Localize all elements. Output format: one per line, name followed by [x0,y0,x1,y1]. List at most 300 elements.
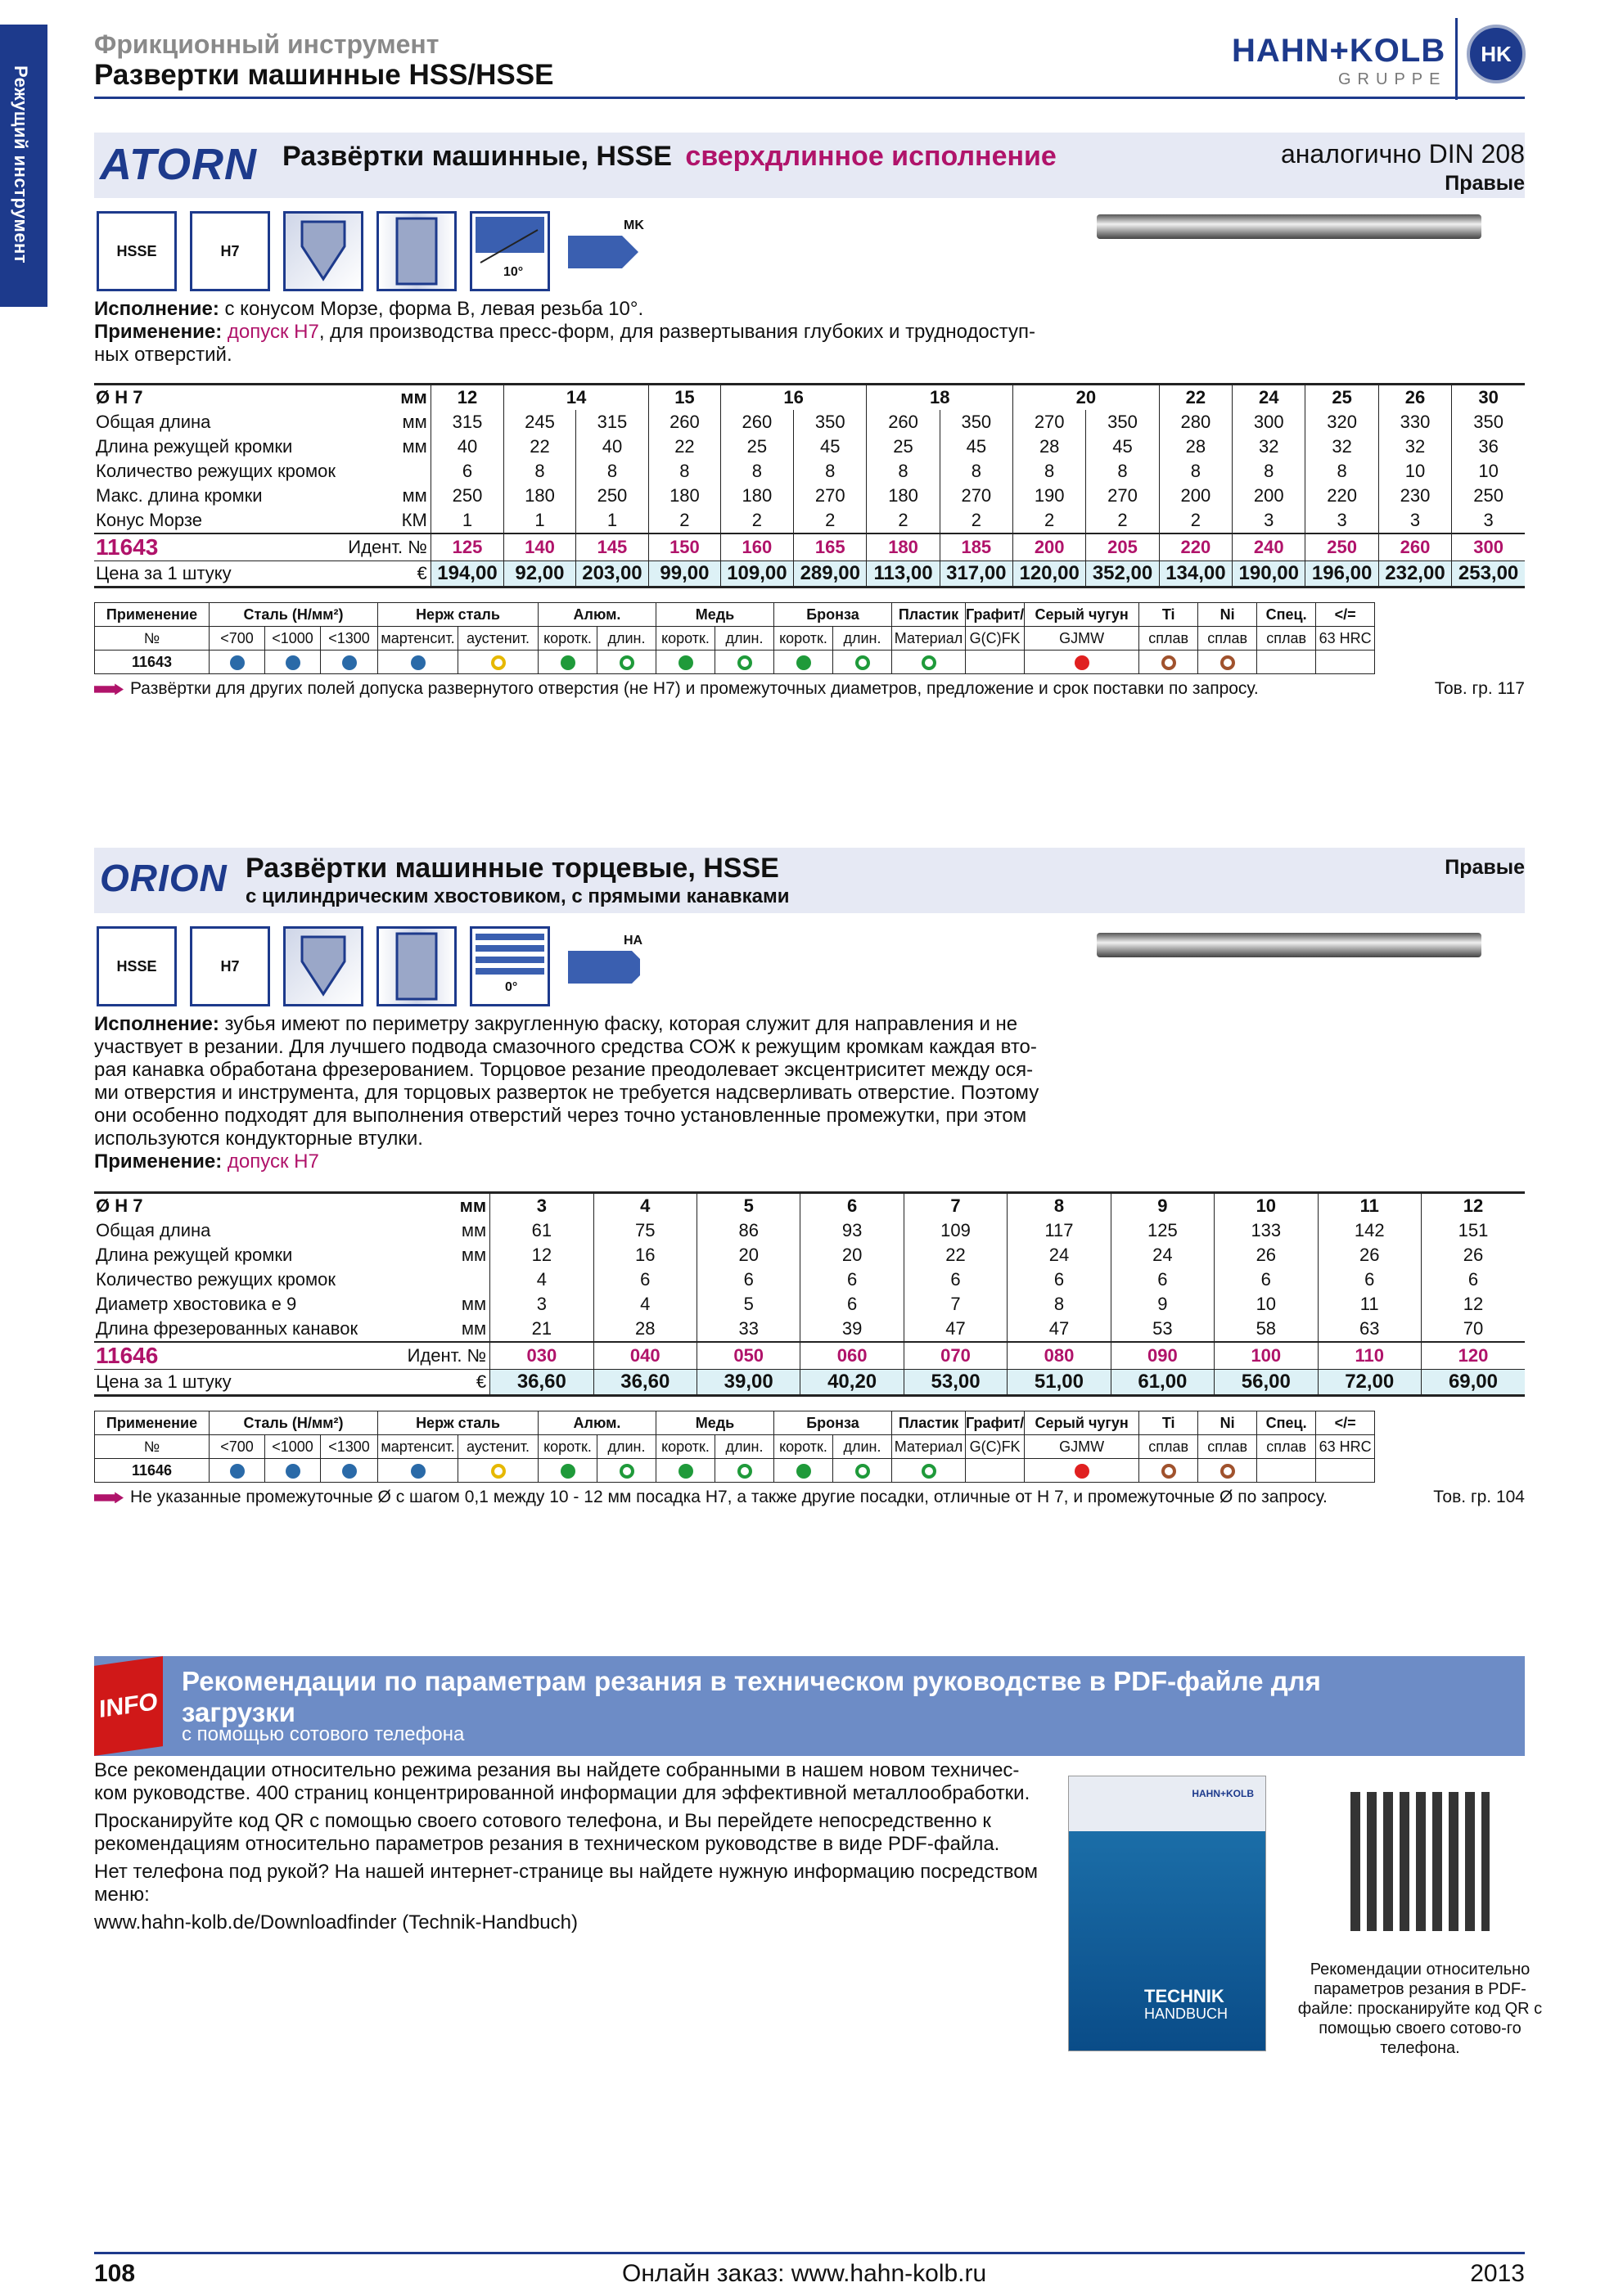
value-cell: 10 [1452,459,1525,484]
value-cell: 5 [697,1292,800,1317]
helix-angle-label: 10° [503,265,524,279]
table-row [94,1267,1525,1292]
row-unit: мм [402,412,427,432]
value-cell: 61 [490,1218,593,1243]
suitability-cell [378,1459,458,1483]
table-row [95,1411,1375,1435]
ident-cell[interactable]: 220 [1159,533,1232,561]
value-cell: 1 [575,508,648,533]
book-title2: HANDBUCH [1144,2006,1229,2022]
value-cell: 350 [1452,410,1525,434]
material-sub: сплав [1139,1435,1198,1459]
value-cell: 11 [1318,1193,1421,1219]
size-cell: 20 [1013,385,1160,411]
suitability-dot-icon [342,1464,357,1479]
material-sub: сплав [1198,1435,1257,1459]
row-label: Длина режущей кромки [96,1245,293,1265]
value-cell: 180 [720,484,793,508]
material-group: </= [1316,1411,1375,1435]
value-cell: 8 [867,459,940,484]
value-cell: 58 [1215,1317,1318,1342]
value-cell: 250 [575,484,648,508]
value-cell: 8 [649,459,721,484]
value-cell: 36 [1452,434,1525,459]
material-sub: <700 [210,627,265,651]
material-sub: GJMW [1025,627,1139,651]
size-cell: 22 [1159,385,1232,411]
suitability-dot-icon [796,655,811,670]
table-row [94,434,1525,459]
material-sub: коротк. [774,627,833,651]
exec-text: зубья имеют по периметру закругленную фаску, которая служит для направления и не участвует в резании. Для лучшего подвода смазочного средства СОЖ к режущим кромкам каждая вто-рая канавка обработана фрезерованием. Торцовое резание преодолевает эксцентриситет между ося-ми отверстия и инструмента, для торцовых разверток не требуется надсверливать отверстие. Поэтому они особенно подходят для выполнения отверстий через точно установленные промежутки, при этом используются кондукторные втулки. [94,1013,1039,1150]
suitability-dot-icon [561,655,575,670]
tolerance-h7-icon: H7 [190,926,270,1006]
suitability-cell [458,651,539,674]
no-header: № [95,627,210,651]
ident-cell[interactable]: 100 [1215,1342,1318,1370]
price-cell: 134,00 [1159,561,1232,588]
ident-cell[interactable]: 160 [720,533,793,561]
value-cell: 3 [1452,508,1525,533]
table-row [94,484,1525,508]
article-number: 11646 [95,1459,210,1483]
brand-logo: ORION [100,857,228,899]
straight-flute-icon [470,926,550,1006]
ident-cell[interactable]: 200 [1013,533,1086,561]
logo-mark-icon: HK [1467,25,1526,83]
value-cell: 26 [1318,1243,1421,1267]
product1-spec-table [94,383,1525,588]
company-logo: HAHN+KOLB [1232,33,1446,69]
value-cell: 180 [649,484,721,508]
ident-cell[interactable]: 060 [800,1342,904,1370]
value-cell: 3 [490,1292,593,1317]
row-unit: КМ [401,510,427,530]
price-cell: 352,00 [1086,561,1159,588]
suitability-cell [539,1459,597,1483]
product2-material-table [94,1411,1375,1483]
size-cell: 26 [1378,385,1451,411]
row-unit: мм [346,385,431,411]
size-cell: 14 [504,385,649,411]
suitability-dot-icon [679,1464,693,1479]
exec-label: Исполнение: [94,1013,219,1035]
value-cell: 270 [794,484,867,508]
value-cell: 9 [1111,1193,1214,1219]
value-cell: 28 [1013,434,1086,459]
info-body [94,1759,1044,1934]
suitability-cell [1316,651,1375,674]
product2-spec-table [94,1191,1525,1397]
value-cell: 200 [1233,484,1305,508]
suitability-dot-icon [286,655,300,670]
row-label: Длина фрезерованных канавок [96,1318,358,1339]
blind-hole-icon [283,211,363,291]
value-cell: 22 [904,1243,1007,1267]
table-row [94,459,1525,484]
product-group-ref: Тов. гр. 117 [1434,679,1525,698]
footer-online-order[interactable]: Онлайн заказ: www.hahn-kolb.ru [622,2260,987,2287]
material-group: Алюм. [539,603,656,627]
value-cell: 9 [1111,1292,1214,1317]
product2-title: Развёртки машинные торцевые, HSSE [246,853,779,884]
value-cell: 3 [1233,508,1305,533]
material-sub: сплав [1257,627,1316,651]
material-sub: мартенсит. [378,627,458,651]
price-cell: 120,00 [1013,561,1086,588]
value-cell: 6 [800,1292,904,1317]
article-number: 11643 [95,651,210,674]
material-sub: длин. [833,627,892,651]
value-cell: 6 [800,1267,904,1292]
material-sub: сплав [1257,1435,1316,1459]
product1-direction: Правые [1445,172,1525,195]
material-group: Сталь (Н/мм²) [210,1411,378,1435]
ident-cell[interactable]: 090 [1111,1342,1214,1370]
value-cell: 280 [1159,410,1232,434]
material-group: Сталь (Н/мм²) [210,603,378,627]
value-cell: 2 [1013,508,1086,533]
row-unit: мм [402,485,427,506]
book-brand: HAHN+KOLB [1192,1788,1254,1799]
suitability-dot-icon [620,655,634,670]
value-cell: 6 [800,1193,904,1219]
value-cell: 2 [940,508,1012,533]
suitability-cell [321,1459,378,1483]
suitability-dot-icon [342,655,357,670]
suitability-dot-icon [230,1464,245,1479]
material-group: Спец. [1257,1411,1316,1435]
download-link[interactable]: www.hahn-kolb.de/Downloadfinder (Technik-Handbuch) [94,1911,578,1934]
row-unit: мм [461,1245,487,1265]
price-cell: 36,60 [490,1370,593,1396]
value-cell: 270 [940,484,1012,508]
value-cell: 6 [697,1267,800,1292]
material-group: Серый чугун [1025,1411,1139,1435]
value-cell: 6 [904,1267,1007,1292]
ident-cell[interactable]: 300 [1452,533,1525,561]
value-cell: 45 [940,434,1012,459]
value-cell: 11 [1318,1292,1421,1317]
material-sub: аустенит. [458,627,539,651]
currency: € [365,1370,490,1396]
value-cell: 25 [720,434,793,459]
product2-subtitle: с цилиндрическим хвостовиком, с прямыми канавками [246,885,790,907]
suitability-dot-icon [286,1464,300,1479]
app-label: Применение: [94,1150,223,1173]
suitability-cell [966,1459,1025,1483]
ident-cell[interactable]: 165 [794,533,867,561]
value-cell: 47 [904,1317,1007,1342]
material-sub: <1000 [265,627,321,651]
ident-cell[interactable]: 180 [867,533,940,561]
value-cell: 8 [1233,459,1305,484]
table-row [95,603,1375,627]
info-paragraph: Нет телефона под рукой? На нашей интернет-странице вы найдете нужную информацию посредством меню: [94,1861,1039,1906]
value-cell: 20 [697,1243,800,1267]
note-text: Не указанные промежуточные Ø с шагом 0,1 между 10 - 12 мм посадка H7, а также другие посадки, отличные от H 7, и промежуточные Ø по запросу. [130,1488,1328,1506]
info-title: Рекомендации по параметрам резания в техническом руководстве в PDF-файле для загрузки [182,1666,1321,1727]
size-cell: 30 [1452,385,1525,411]
suitability-cell [265,1459,321,1483]
row-label: Общая длина [96,1220,211,1240]
value-cell: 24 [1111,1243,1214,1267]
material-group: Нерж сталь [378,1411,539,1435]
suitability-cell [1025,651,1139,674]
value-cell: 3 [1378,508,1451,533]
price-cell: 56,00 [1215,1370,1318,1396]
morse-taper-label: MK [624,218,644,232]
material-group: Медь [656,603,774,627]
material-hsse-icon: HSSE [97,926,177,1006]
value-cell: 1 [431,508,503,533]
price-cell: 203,00 [575,561,648,588]
price-cell: 39,00 [697,1370,800,1396]
value-cell: 8 [575,459,648,484]
material-sub: GJMW [1025,1435,1139,1459]
value-cell: 8 [504,459,576,484]
suitability-cell [210,1459,265,1483]
value-cell: 26 [1421,1243,1525,1267]
price-cell: 72,00 [1318,1370,1421,1396]
value-cell: 250 [1452,484,1525,508]
value-cell: 20 [800,1243,904,1267]
value-cell: 350 [940,410,1012,434]
ident-cell[interactable]: 040 [593,1342,697,1370]
ident-cell[interactable]: 050 [697,1342,800,1370]
exec-label: Исполнение: [94,298,219,320]
through-hole-icon [376,211,457,291]
product2-direction: Правые [1445,856,1525,879]
ident-cell[interactable]: 030 [490,1342,593,1370]
value-cell: 32 [1233,434,1305,459]
value-cell: 16 [593,1243,697,1267]
value-cell: 142 [1318,1218,1421,1243]
ident-cell[interactable]: 250 [1305,533,1378,561]
ident-cell[interactable]: 260 [1378,533,1451,561]
suitability-dot-icon [1161,655,1176,670]
table-row [94,410,1525,434]
ident-cell[interactable]: 205 [1086,533,1159,561]
helix-angle-icon [470,211,550,291]
handbook-cover-image [1068,1776,1266,2051]
material-group: Алюм. [539,1411,656,1435]
value-cell: 7 [904,1193,1007,1219]
suitability-cell [1025,1459,1139,1483]
tolerance-h7-icon: H7 [190,211,270,291]
value-cell: 24 [1008,1243,1111,1267]
suitability-dot-icon [737,1464,752,1479]
size-cell: 24 [1233,385,1305,411]
material-sub: длин. [597,1435,656,1459]
value-cell: 45 [794,434,867,459]
price-cell: 61,00 [1111,1370,1214,1396]
suitability-cell [656,1459,715,1483]
value-cell: 32 [1378,434,1451,459]
app-header: Применение [95,603,210,627]
through-hole-icon [376,926,457,1006]
ident-cell[interactable]: 125 [431,533,503,561]
app-highlight: допуск H7 [227,1150,319,1173]
value-cell: 180 [867,484,940,508]
material-sub: G(C)FK [966,627,1025,651]
product1-standard: аналогично DIN 208 [1280,139,1525,169]
product2-description [94,1013,1044,1173]
value-cell: 260 [867,410,940,434]
size-cell: 12 [431,385,503,411]
price-cell: 289,00 [794,561,867,588]
table-row [94,1370,1525,1396]
material-group: Графит/ [966,603,1025,627]
suitability-cell [774,1459,833,1483]
value-cell: 8 [794,459,867,484]
price-cell: 92,00 [504,561,576,588]
material-group: Бронза [774,603,892,627]
value-cell: 350 [1086,410,1159,434]
qr-caption: Рекомендации относительно параметров резания в PDF-файле: просканируйте код QR с помощью своего сотово-го телефона. [1297,1961,1543,2057]
value-cell: 6 [1008,1267,1111,1292]
suitability-cell [1139,651,1198,674]
value-cell: 53 [1111,1317,1214,1342]
table-row [94,561,1525,588]
suitability-cell [597,1459,656,1483]
suitability-dot-icon [855,1464,870,1479]
price-cell: 109,00 [720,561,793,588]
value-cell: 26 [1215,1243,1318,1267]
material-group: Нерж сталь [378,603,539,627]
qr-code-icon[interactable] [1350,1792,1490,1931]
value-cell: 32 [1305,434,1378,459]
suitability-dot-icon [561,1464,575,1479]
app-label: Применение: [94,321,223,343]
value-cell: 330 [1378,410,1451,434]
row-label: Ø H 7 [94,1193,365,1219]
value-cell: 315 [575,410,648,434]
row-unit [365,1267,490,1292]
row-unit: мм [461,1318,487,1339]
row-label: Ø H 7 [94,385,346,411]
material-sub: <1300 [321,627,378,651]
page-title: Развертки машинные HSS/HSSE [94,59,554,91]
suitability-cell [1257,651,1316,674]
value-cell: 270 [1086,484,1159,508]
material-sub: G(C)FK [966,1435,1025,1459]
ident-cell[interactable]: 185 [940,533,1012,561]
value-cell: 260 [649,410,721,434]
page-category: Фрикционный инструмент [94,29,440,59]
product1-title: Развёртки машинные, HSSE [282,141,672,172]
value-cell: 10 [1215,1193,1318,1219]
suitability-cell [715,1459,774,1483]
material-sub: Материал [892,627,966,651]
material-group: Ti [1139,1411,1198,1435]
value-cell: 109 [904,1218,1007,1243]
suitability-dot-icon [1075,1464,1089,1479]
straight-shank-icon [565,926,645,1006]
material-hsse-icon: HSSE [97,211,177,291]
value-cell: 40 [431,434,503,459]
value-cell: 70 [1421,1317,1525,1342]
price-cell: 53,00 [904,1370,1007,1396]
material-sub: аустенит. [458,1435,539,1459]
ident-label: Идент. № [365,1342,490,1370]
material-sub: длин. [597,627,656,651]
table-row [94,1193,1525,1219]
value-cell: 10 [1215,1292,1318,1317]
value-cell: 180 [504,484,576,508]
value-cell: 28 [1159,434,1232,459]
shank-label: HA [624,934,643,948]
ident-cell[interactable]: 140 [504,533,576,561]
article-number: 11643 [94,533,346,561]
ident-cell[interactable]: 110 [1318,1342,1421,1370]
value-cell: 200 [1159,484,1232,508]
brand-logo: ATORN [100,140,257,189]
value-cell: 6 [1111,1267,1214,1292]
value-cell: 350 [794,410,867,434]
value-cell: 6 [1215,1267,1318,1292]
footer-rule [94,2252,1525,2254]
size-cell: 16 [720,385,867,411]
ident-cell[interactable]: 150 [649,533,721,561]
ident-cell[interactable]: 120 [1421,1342,1525,1370]
suitability-cell [321,651,378,674]
value-cell: 245 [504,410,576,434]
material-sub: сплав [1198,627,1257,651]
price-cell: 196,00 [1305,561,1378,588]
table-row [95,627,1375,651]
material-group: Ni [1198,1411,1257,1435]
book-title: TECHNIK [1144,1986,1224,2006]
ident-cell[interactable]: 240 [1233,533,1305,561]
suitability-cell [210,651,265,674]
suitability-dot-icon [620,1464,634,1479]
material-group: Графит/ [966,1411,1025,1435]
article-number: 11646 [94,1342,365,1370]
value-cell: 7 [904,1292,1007,1317]
suitability-cell [1198,651,1257,674]
table-row [95,1435,1375,1459]
suitability-dot-icon [1075,655,1089,670]
price-cell: 51,00 [1008,1370,1111,1396]
material-sub: коротк. [774,1435,833,1459]
material-sub: длин. [715,627,774,651]
app-header: Применение [95,1411,210,1435]
suitability-cell [833,1459,892,1483]
value-cell: 8 [1305,459,1378,484]
row-unit: мм [461,1294,487,1314]
ident-cell[interactable]: 070 [904,1342,1007,1370]
value-cell: 6 [593,1267,697,1292]
value-cell: 250 [431,484,503,508]
ident-cell[interactable]: 145 [575,533,648,561]
ident-cell[interactable]: 080 [1008,1342,1111,1370]
value-cell: 28 [593,1317,697,1342]
value-cell: 300 [1233,410,1305,434]
page-number: 108 [94,2260,136,2287]
price-cell: 36,60 [593,1370,697,1396]
suitability-cell [458,1459,539,1483]
suitability-cell [656,651,715,674]
arrow-icon [94,683,124,695]
value-cell: 8 [1008,1292,1111,1317]
info-icon: INFO [94,1656,163,1756]
table-row [94,1342,1525,1370]
suitability-cell [715,651,774,674]
info-paragraph: Все рекомендации относительно режима резания вы найдете собранными в нашем новом техничес-ком руководстве. 400 страниц концентрированной информации для эффективной металлообработки. [94,1759,1030,1804]
material-sub: <1300 [321,1435,378,1459]
suitability-dot-icon [491,655,506,670]
